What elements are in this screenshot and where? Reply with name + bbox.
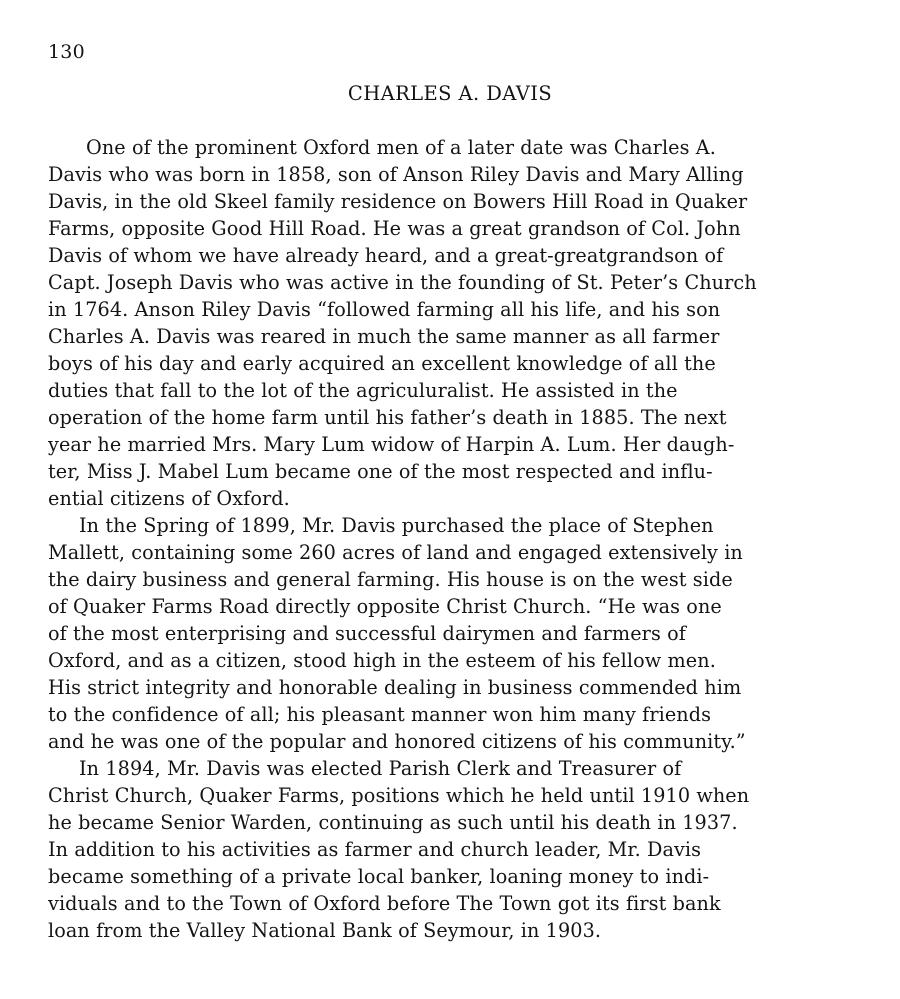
text-line: loan from the Valley National Bank of Seymour, in 1903.	[48, 919, 602, 942]
text-line: Oxford, and as a citizen, stood high in the esteem of his fellow men.	[48, 649, 716, 672]
text-line: His strict integrity and honorable dealing in business commended him	[48, 676, 742, 699]
text-line: year he married Mrs. Mary Lum widow of Harpin A. Lum. Her daugh-	[48, 433, 735, 456]
text-line: Farms, opposite Good Hill Road. He was a great grandson of Col. John	[48, 217, 741, 240]
text-line: Davis, in the old Skeel family residence on Bowers Hill Road in Quaker	[48, 190, 748, 213]
text-line: One of the prominent Oxford men of a later date was Charles A.	[86, 136, 716, 159]
text-line: In the Spring of 1899, Mr. Davis purchased the place of Stephen	[79, 514, 714, 537]
text-line: and he was one of the popular and honored citizens of his community.”	[48, 730, 746, 753]
text-line: ential citizens of Oxford.	[48, 487, 290, 510]
text-line: to the confidence of all; his pleasant manner won him many friends	[48, 703, 712, 726]
text-line: Davis who was born in 1858, son of Anson Riley Davis and Mary Alling	[48, 163, 744, 186]
paragraph-1	[48, 134, 878, 512]
text-line: In 1894, Mr. Davis was elected Parish Clerk and Treasurer of	[79, 757, 682, 780]
text-line: duties that fall to the lot of the agriculuralist. He assisted in the	[48, 379, 678, 402]
text-line: viduals and to the Town of Oxford before The Town got its first bank	[48, 892, 721, 915]
text-line: Charles A. Davis was reared in much the same manner as all farmer	[48, 325, 720, 348]
text-line: ter, Miss J. Mabel Lum became one of the most respected and influ-	[48, 460, 713, 483]
chapter-title: CHARLES A. DAVIS	[347, 82, 553, 105]
text-line: Mallett, containing some 260 acres of land and engaged extensively in	[48, 541, 743, 564]
text-line: Capt. Joseph Davis who was active in the founding of St. Peter’s Church	[48, 271, 757, 294]
text-line: In addition to his activities as farmer and church leader, Mr. Davis	[48, 838, 702, 861]
body-text	[48, 134, 878, 944]
text-line: became something of a private local banker, loaning money to indi-	[48, 865, 710, 888]
paragraph-2	[48, 512, 878, 755]
text-line: of the most enterprising and successful dairymen and farmers of	[48, 622, 686, 645]
text-line: Davis of whom we have already heard, and a great-greatgrandson of	[48, 244, 724, 267]
page-number: 130	[48, 41, 85, 63]
text-line: boys of his day and early acquired an excellent knowledge of all the	[48, 352, 716, 375]
text-line: he became Senior Warden, continuing as such until his death in 1937.	[48, 811, 738, 834]
text-line: in 1764. Anson Riley Davis “followed farming all his life, and his son	[48, 298, 721, 321]
text-line: Christ Church, Quaker Farms, positions which he held until 1910 when	[48, 784, 750, 807]
text-line: the dairy business and general farming. His house is on the west side	[48, 568, 733, 591]
paragraph-3	[48, 755, 878, 944]
text-line: of Quaker Farms Road directly opposite Christ Church. “He was one	[48, 595, 722, 618]
text-line: operation of the home farm until his father’s death in 1885. The next	[48, 406, 727, 429]
